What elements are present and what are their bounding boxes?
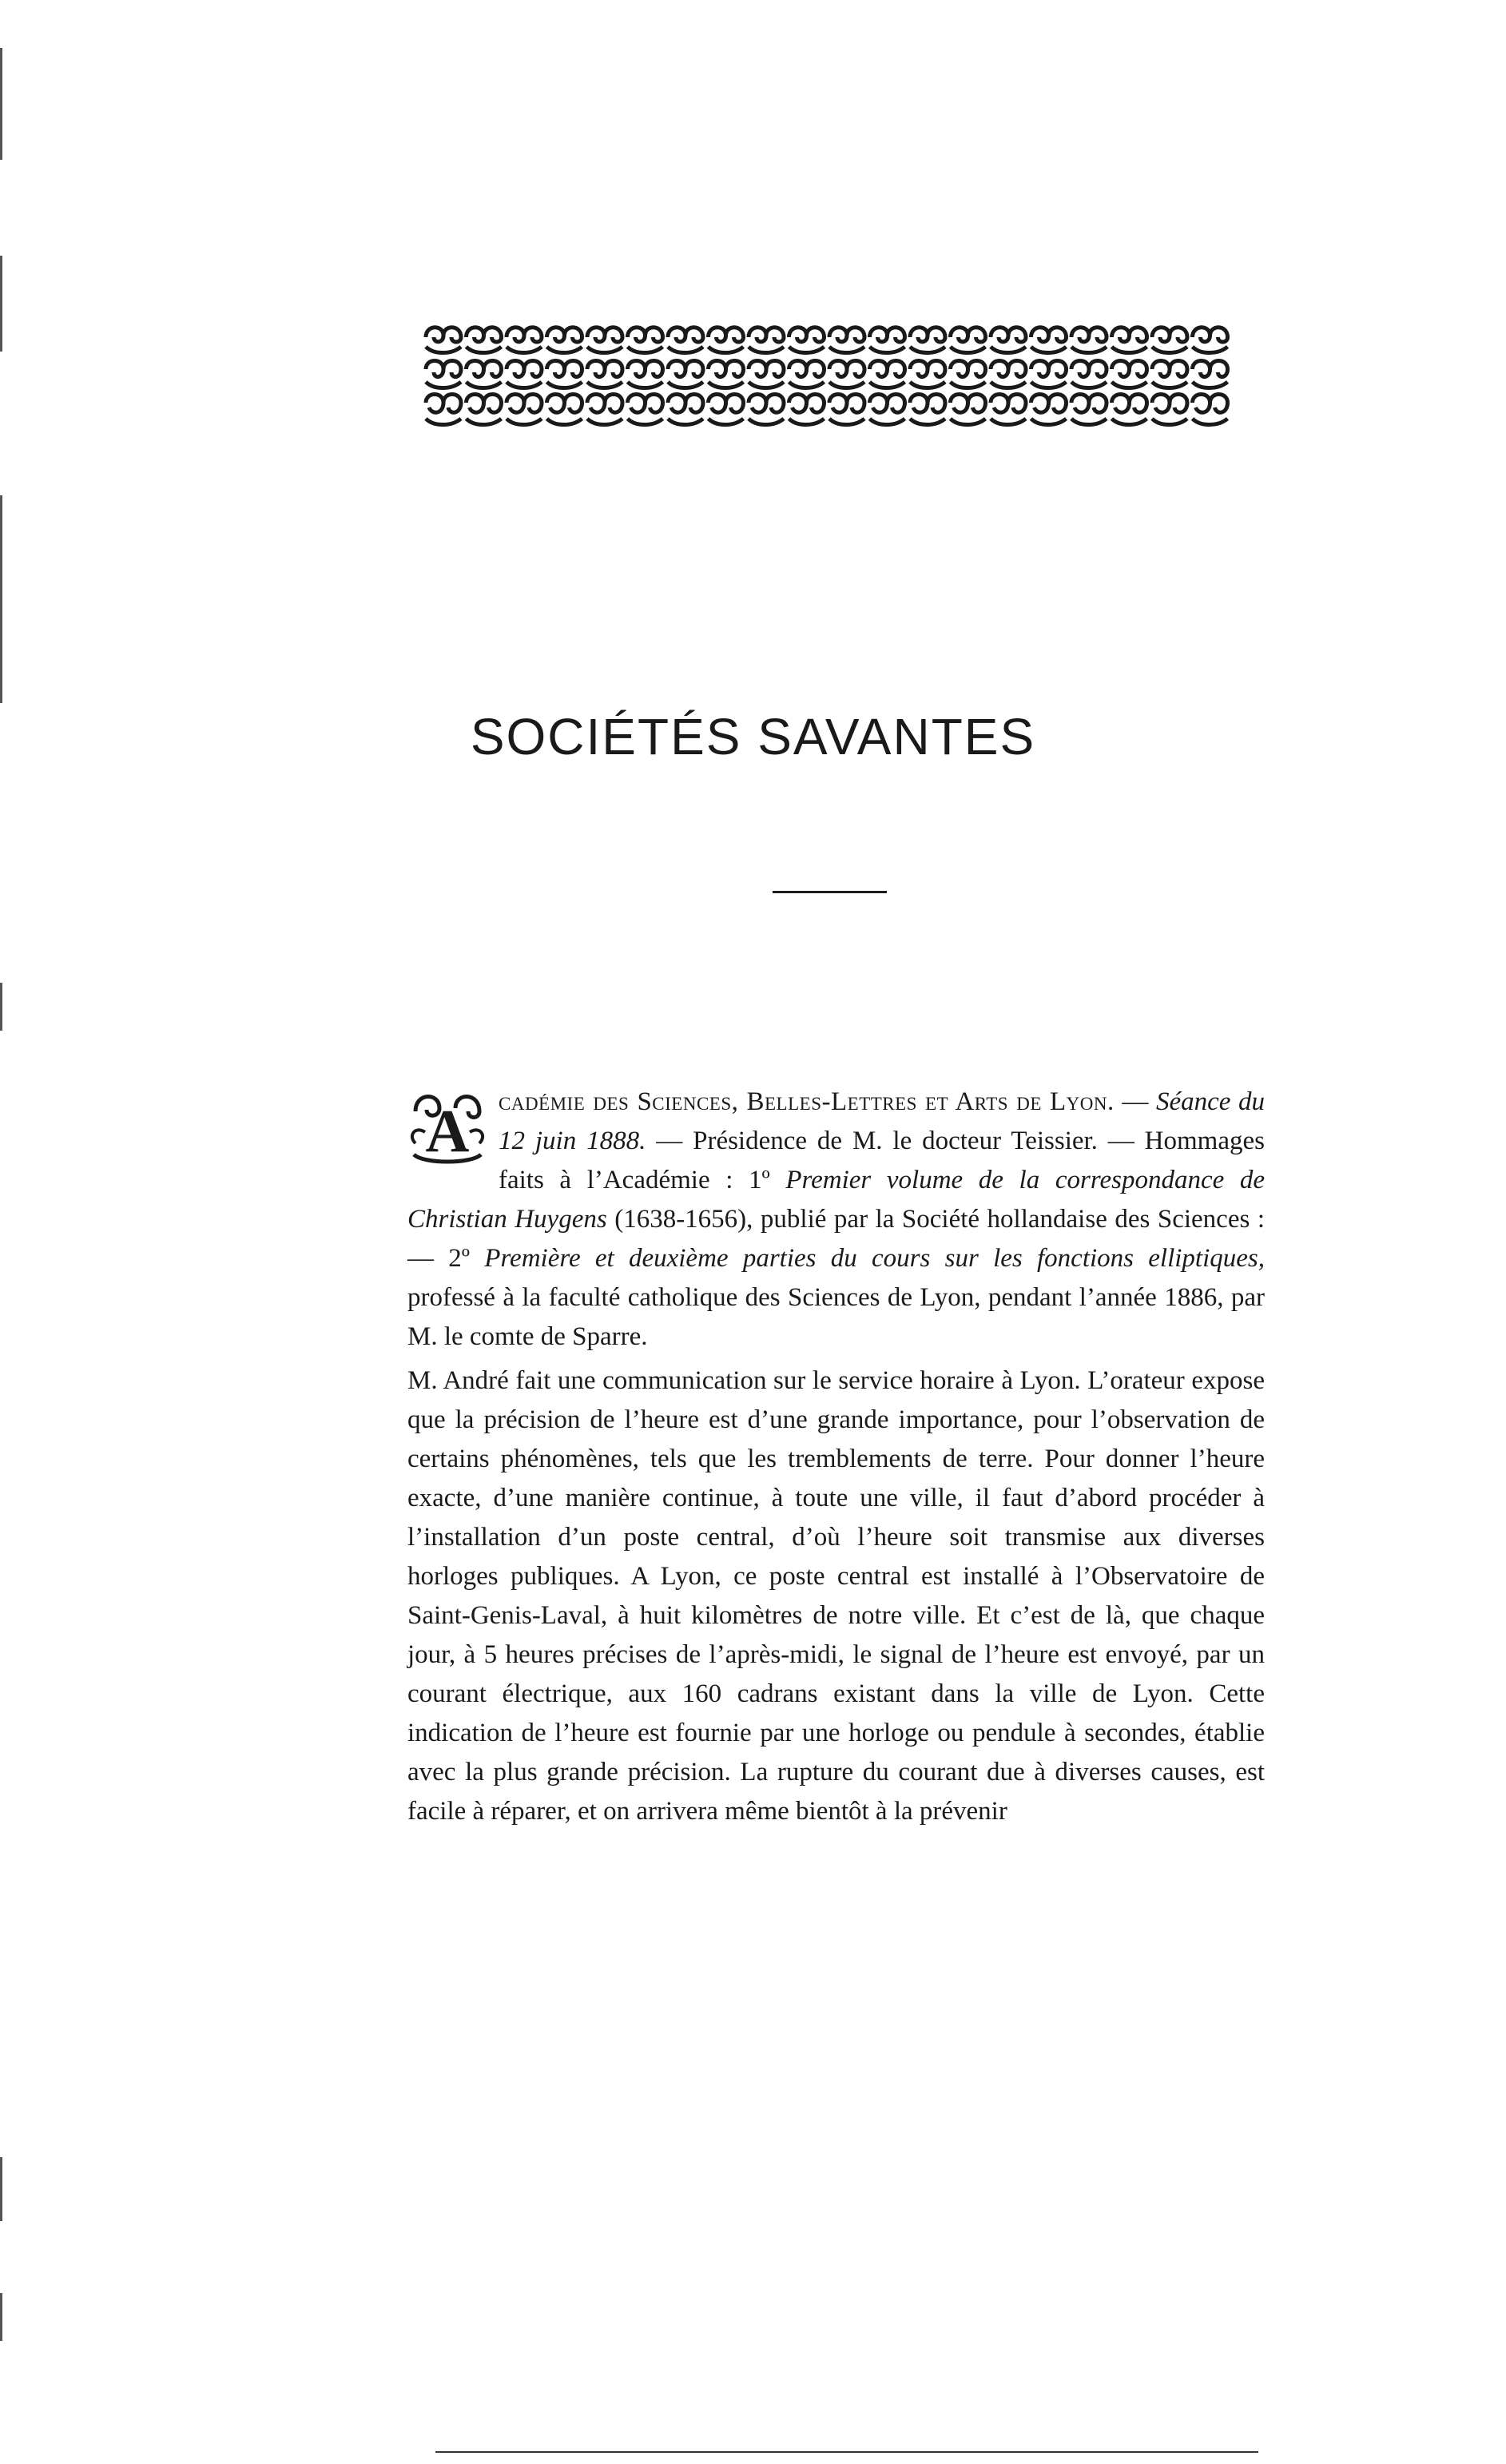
ornament-scroll — [709, 328, 744, 425]
ornament-scroll — [668, 328, 703, 425]
ornament-scroll — [628, 328, 663, 425]
seance-date: Séance du 12 juin 1888. — [499, 1087, 1265, 1155]
ornament-scroll — [587, 328, 622, 425]
hommage-1-details: (1638-1656), publié par la Société hollandaise des Sciences : — 2º — [407, 1205, 1265, 1273]
scan-edge-mark — [0, 2293, 2, 2341]
ornament-scroll — [870, 328, 905, 425]
ornament-scroll — [507, 328, 542, 425]
scan-edge-mark — [0, 2157, 2, 2221]
footer-rule — [435, 2451, 1258, 2453]
heading-academie: cadémie des Sciences, Belles-Lettres et Arts de Lyon. — [499, 1087, 1115, 1116]
dash: — — [1114, 1087, 1156, 1116]
hommage-2-title: Première et deuxième parties du cours sur les fonctions elliptiques, — [484, 1244, 1266, 1273]
ornament-scroll — [749, 328, 784, 425]
ornament-scroll — [991, 328, 1026, 425]
title-divider — [773, 891, 887, 893]
ornament-band — [419, 320, 1242, 431]
ornament-scroll — [829, 328, 864, 425]
ornament-scroll — [789, 328, 825, 425]
ornament-scroll — [1112, 328, 1147, 425]
scan-edge-mark — [0, 983, 2, 1031]
ornament-scroll — [951, 328, 986, 425]
scan-edge-mark — [0, 48, 2, 160]
dropcap-ornament — [407, 1087, 487, 1167]
dropcap-letter: A — [425, 1098, 470, 1165]
ornament-scroll — [1071, 328, 1107, 425]
scan-edge-mark — [0, 495, 2, 703]
ornament-scroll — [1031, 328, 1067, 425]
hommage-2-details: professé à la faculté catholique des Sciences de Lyon, pendant l’année 1886, par M. le comte de Sparre. — [407, 1283, 1265, 1351]
paragraph-academie — [407, 1083, 1265, 1357]
ornament-scroll — [426, 328, 461, 425]
ornament-scroll — [910, 328, 945, 425]
ornament-scroll — [547, 328, 582, 425]
scan-edge-mark — [0, 256, 2, 352]
presidence-text: — Présidence de M. le docteur Teissier. — Hommages faits à l’Académie : 1º — [499, 1127, 1265, 1194]
hommage-1-title: Premier volume de la correspondance de Christian Huygens — [407, 1166, 1265, 1234]
article-body — [407, 1083, 1265, 1831]
page-title: SOCIÉTÉS SAVANTES — [470, 708, 1036, 765]
ornament-scroll — [467, 328, 502, 425]
paragraph-andre: M. André fait une communication sur le service horaire à Lyon. L’orateur expose que la précision de l’heure est d’une grande importance, pour l’observation de certains phénomènes, tels que les tremblements de terre. Pour donner l’heure exacte, d’une manière continue, à toute une ville, il faut d’abord procéder à l’installation d’un poste central, d’où l’heure soit transmise aux diverses horloges publiques. A Lyon, ce poste central est installé à l’Observatoire de Saint-Genis-Laval, à huit kilomètres de notre ville. Et c’est de là, que chaque jour, à 5 heures précises de l’après-midi, le signal de l’heure est envoyé, par un courant électrique, aux 160 cadrans existant dans la ville de Lyon. Cette indication de l’heure est fournie par une horloge ou pendule à secondes, établie avec la plus grande précision. La rupture du courant due à diverses causes, est facile à réparer, et on arrivera même bientôt à la prévenir — [407, 1366, 1265, 1826]
ornament-scroll — [1152, 328, 1187, 425]
ornament-scroll — [1193, 328, 1228, 425]
